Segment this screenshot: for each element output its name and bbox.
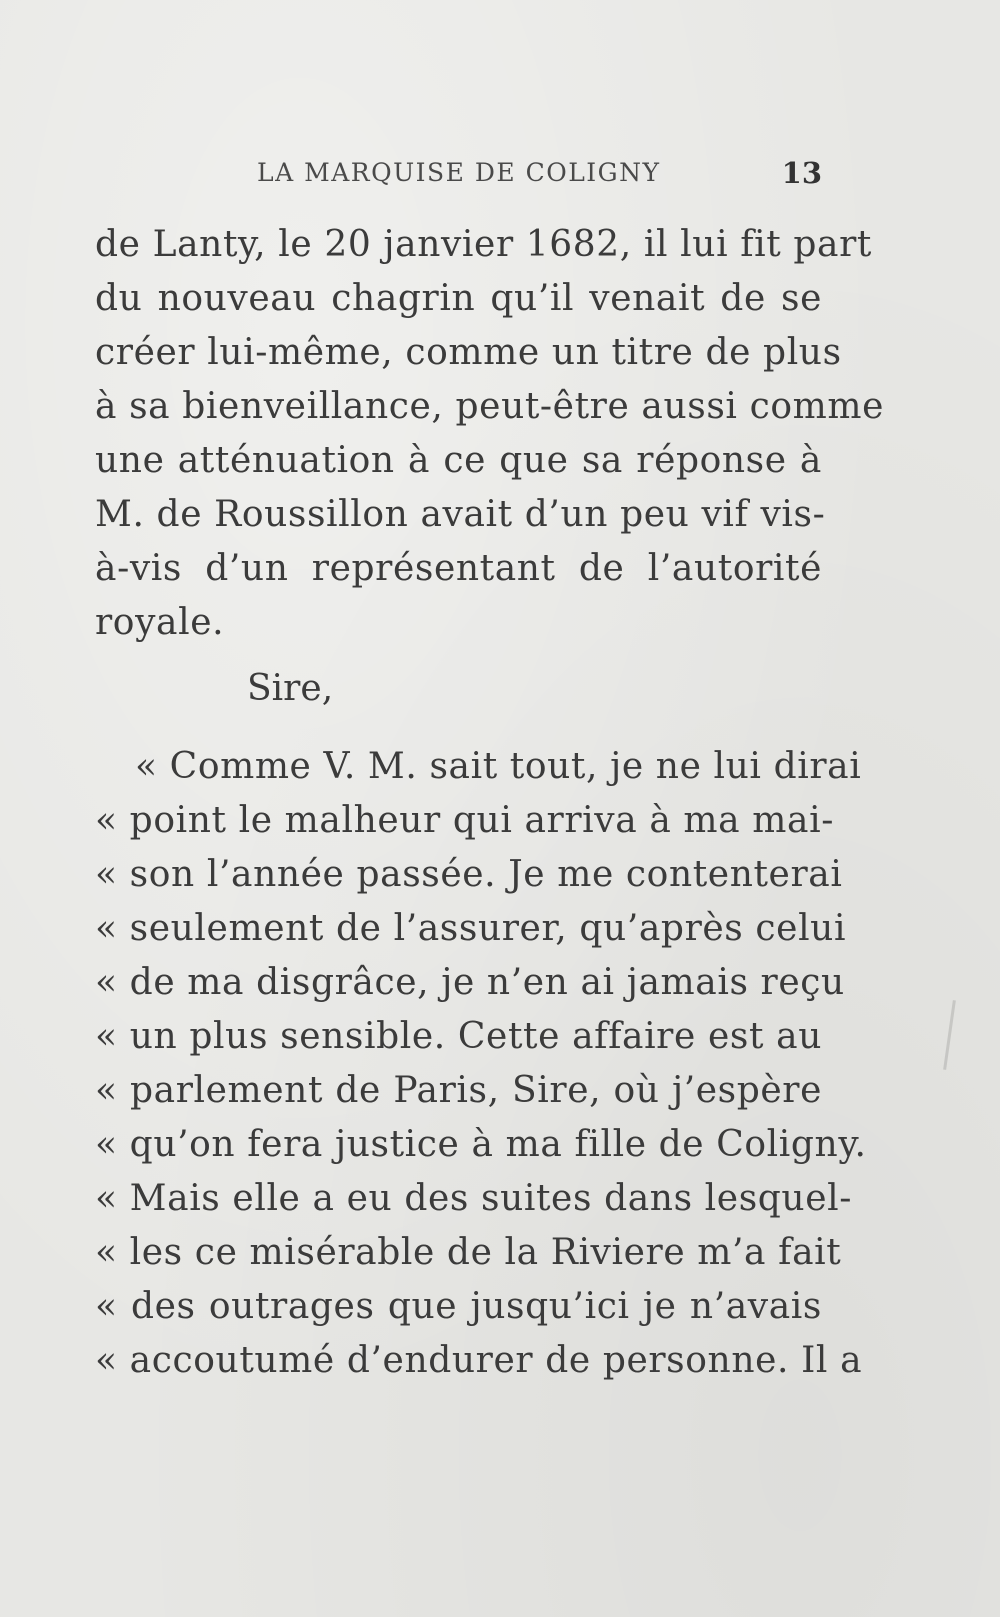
letter-line: « des outrages que jusqu’ici je n’avais	[95, 1286, 822, 1327]
page-number: 13	[781, 156, 822, 190]
body-text	[95, 218, 884, 1388]
letter-line: « son l’année passée. Je me contenterai	[95, 854, 843, 895]
running-title: LA MARQUISE DE COLIGNY	[257, 158, 661, 187]
paper-mark	[943, 1000, 956, 1070]
text-line: du nouveau chagrin qu’il venait de se	[95, 278, 822, 319]
letter-line: « les ce misérable de la Riviere m’a fait	[95, 1232, 842, 1273]
letter-line: « de ma disgrâce, je n’en ai jamais reçu	[95, 962, 845, 1003]
letter-line: « accoutumé d’endurer de personne. Il a	[95, 1340, 863, 1381]
letter-line: « Mais elle a eu des suites dans lesquel-	[95, 1178, 852, 1219]
letter-salutation: Sire,	[247, 668, 334, 709]
letter-line: « Comme V. M. sait tout, je ne lui dirai	[135, 746, 862, 787]
letter-line: « un plus sensible. Cette affaire est au	[95, 1016, 822, 1057]
letter-line: « seulement de l’assurer, qu’après celui	[95, 908, 847, 949]
letter-line: « point le malheur qui arriva à ma mai-	[95, 800, 834, 841]
letter-line: « parlement de Paris, Sire, où j’espère	[95, 1070, 822, 1111]
letter-line: « qu’on fera justice à ma fille de Coligny.	[95, 1124, 867, 1165]
text-line: à-vis d’un représentant de l’autorité	[95, 548, 822, 589]
text-line: de Lanty, le 20 janvier 1682, il lui fit part	[95, 224, 872, 265]
text-line: à sa bienveillance, peut-être aussi comme	[95, 386, 884, 427]
running-head	[95, 156, 822, 196]
text-line: royale.	[95, 602, 225, 643]
text-line: une atténuation à ce que sa réponse à	[95, 440, 822, 481]
text-line: créer lui-même, comme un titre de plus	[95, 332, 842, 373]
text-line: M. de Roussillon avait d’un peu vif vis-	[95, 494, 826, 535]
